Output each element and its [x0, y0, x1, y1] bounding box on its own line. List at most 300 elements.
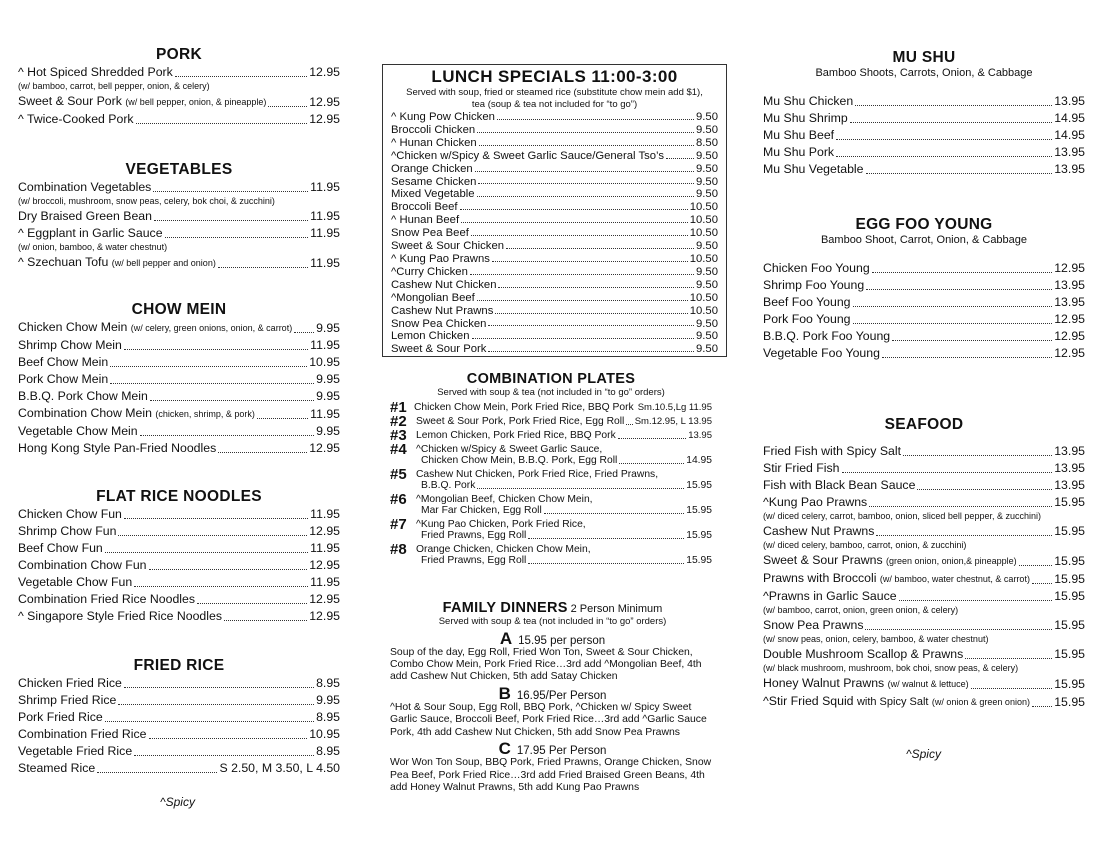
- item-name-text: Shrimp Fried Rice: [18, 693, 117, 707]
- menu-item: [391, 150, 718, 163]
- item-name: [763, 93, 853, 110]
- item-name-text: Beef Foo Young: [763, 295, 851, 309]
- plate-price: 15.95: [686, 480, 712, 491]
- item-price: 10.95: [309, 727, 340, 741]
- item-name-text: Mu Shu Beef: [763, 128, 835, 142]
- item-note: (w/ diced celery, carrot, bamboo, onion, sliced bell pepper, & zucchini): [763, 511, 1041, 521]
- combo-plate: [390, 401, 712, 414]
- vegetables-section: [18, 161, 340, 272]
- item-name: [18, 111, 134, 128]
- section-title: COMBINATION PLATES: [466, 371, 636, 387]
- menu-item: [391, 330, 718, 343]
- item-name-text: ^ Singapore Style Fried Rice Noodles: [18, 609, 222, 623]
- spicy-legend: ^Spicy: [906, 747, 941, 761]
- item-name-text: Beef Chow Mein: [18, 355, 109, 369]
- option-letter: B: [498, 683, 511, 703]
- item-name: [763, 277, 864, 294]
- section-title: FAMILY DINNERS: [442, 600, 568, 616]
- combo-plate: [390, 429, 712, 442]
- item-name-text: Combination Chow Fun: [18, 558, 147, 572]
- dot-leader: [495, 313, 687, 314]
- item-name-text: Snow Pea Prawns: [763, 618, 864, 632]
- dot-leader: [472, 338, 695, 339]
- item-price: 10.50: [689, 227, 718, 240]
- item-note: (w/ broccoli, mushroom, snow peas, celery, bok choi, & zucchini): [18, 196, 275, 206]
- item-price: 9.95: [316, 372, 340, 386]
- menu-item: [18, 64, 340, 81]
- item-price: 13.95: [1054, 145, 1085, 159]
- dot-leader: [165, 237, 309, 238]
- plate-desc-2: B.B.Q. Pork: [421, 480, 476, 491]
- plate-number: #6: [390, 491, 407, 508]
- item-name: [391, 188, 475, 201]
- item-price: 14.95: [1054, 128, 1085, 142]
- item-name: [763, 523, 874, 540]
- menu-item: [763, 477, 1085, 494]
- item-name: [18, 675, 122, 692]
- plate-desc: ^Chicken w/Spicy & Sweet Garlic Sauce,: [416, 444, 603, 455]
- dot-leader: [544, 513, 684, 514]
- menu-item: [391, 163, 718, 176]
- seafood-section: [763, 416, 1085, 711]
- mu-shu-section: [763, 49, 1085, 178]
- item-price: 15.95: [1054, 572, 1085, 586]
- item-name: [391, 266, 468, 279]
- item-price: 9.95: [316, 693, 340, 707]
- menu-item: [763, 443, 1085, 460]
- item-price: 12.95: [1054, 261, 1085, 275]
- dot-leader: [498, 287, 694, 288]
- lunch-specials-box: [382, 64, 727, 357]
- item-name-text: Steamed Rice: [18, 761, 96, 775]
- plates-list: [390, 401, 712, 567]
- item-name: [18, 440, 216, 457]
- menu-item: [18, 591, 340, 608]
- item-name: [18, 337, 122, 354]
- dot-leader: [1032, 583, 1052, 584]
- menu-item: [391, 253, 718, 266]
- item-price: 9.50: [696, 162, 718, 175]
- menu-item: [391, 124, 718, 137]
- item-note: (w/ bamboo, carrot, bell pepper, onion, & celery): [18, 81, 210, 91]
- dot-leader: [149, 569, 308, 570]
- dot-leader: [477, 196, 694, 197]
- item-inline-note: (w/ bamboo, water chestnut, & carrot): [879, 574, 1030, 584]
- item-name-text: Chicken Fried Rice: [18, 676, 122, 690]
- option-price: 15.95 per person: [518, 634, 606, 647]
- item-name: [391, 214, 459, 227]
- family-option-header: [390, 628, 715, 648]
- menu-item: [18, 557, 340, 574]
- item-name: [18, 760, 95, 777]
- item-name: [18, 709, 103, 726]
- item-price: 10.50: [689, 214, 718, 227]
- item-price: 15.95: [1054, 524, 1085, 538]
- item-name-text: Honey Walnut Prawns: [763, 676, 885, 690]
- item-name: [18, 354, 108, 371]
- menu-item: [18, 111, 340, 128]
- dot-leader: [850, 122, 1052, 123]
- combination-plates-section: [390, 371, 712, 568]
- menu-item: [18, 405, 340, 423]
- plate-number: #7: [390, 516, 407, 533]
- menu-item: [18, 523, 340, 540]
- dot-leader: [872, 272, 1053, 273]
- menu-item: [391, 292, 718, 305]
- family-option-header: [390, 683, 715, 703]
- section-subtitle: Served with soup & tea (not included in “to go” orders): [437, 387, 665, 398]
- item-name-text: ^ Eggplant in Garlic Sauce: [18, 226, 163, 240]
- item-price: 12.95: [309, 524, 340, 538]
- item-name-text: ^ Szechuan Tofu: [18, 255, 109, 269]
- option-description: Wor Won Ton Soup, BBQ Pork, Fried Prawns, Orange Chicken, Snow Pea Beef, Pork Fried Rice…3rd add Fried Braised Green Beans, 4th add Honey Walnut Prawns, 5th add Kung Pao Prawns: [390, 757, 712, 793]
- menu-item: [391, 227, 718, 240]
- item-name-text: Sweet & Sour Prawns: [763, 553, 883, 567]
- menu-item: [763, 460, 1085, 477]
- item-price: 15.95: [1054, 589, 1085, 603]
- item-inline-note: (w/ bell pepper and onion): [111, 258, 216, 268]
- item-name: [763, 646, 963, 663]
- item-name-text: Pork Foo Young: [763, 312, 851, 326]
- dot-leader: [154, 220, 308, 221]
- chow-mein-section: [18, 301, 340, 457]
- plate-desc-2: Mar Far Chicken, Egg Roll: [421, 505, 542, 516]
- dot-leader: [488, 351, 694, 352]
- item-inline-note: (w/ celery, green onions, onion, & carrot): [130, 323, 293, 333]
- menu-item: [18, 726, 340, 743]
- plate-desc: ^Kung Pao Chicken, Pork Fried Rice,: [416, 519, 586, 530]
- menu-item: [18, 440, 340, 457]
- dot-leader: [618, 438, 687, 439]
- item-price: 11.95: [310, 575, 340, 589]
- dot-leader: [110, 383, 314, 384]
- section-subtitle: Served with soup & tea (not included in “to go” orders): [438, 616, 667, 628]
- dot-leader: [105, 721, 314, 722]
- plate-number: #3: [390, 427, 407, 444]
- item-price: 13.95: [1054, 461, 1085, 475]
- family-dinners-section: [390, 602, 715, 794]
- item-price: 11.95: [310, 407, 340, 421]
- item-note: (w/ diced celery, bamboo, carrot, onion, & zucchini): [763, 540, 967, 550]
- item-name-text: Combination Fried Rice: [18, 727, 147, 741]
- dot-leader: [175, 76, 307, 77]
- dot-leader: [528, 563, 684, 564]
- lunch-title: LUNCH SPECIALS 11:00-3:00: [431, 67, 678, 86]
- item-price: 11.95: [310, 256, 340, 270]
- dot-leader: [294, 332, 314, 333]
- item-name-text: Broccoli Chicken: [391, 123, 476, 136]
- item-name: [391, 343, 486, 356]
- item-inline-note: (green onion, onion,& pineapple): [886, 556, 1017, 566]
- menu-item: [18, 354, 340, 371]
- item-name: [763, 494, 867, 511]
- menu-item: [763, 294, 1085, 311]
- plate-desc-2: Chicken Chow Mein, B.B.Q. Pork, Egg Roll: [421, 455, 618, 466]
- plate-desc: ^Mongolian Beef, Chicken Chow Mein,: [416, 494, 593, 505]
- item-inline-text: with Spicy Salt: [856, 696, 929, 708]
- item-name-text: Cashew Nut Prawns: [391, 304, 494, 317]
- item-name: [18, 254, 216, 272]
- item-price: 15.95: [1054, 618, 1085, 632]
- item-price: 12.95: [309, 95, 340, 109]
- menu-item: [391, 188, 718, 201]
- menu-item: [18, 506, 340, 523]
- plate-line: [390, 429, 712, 442]
- item-name-text: Dry Braised Green Bean: [18, 209, 152, 223]
- item-name: [391, 279, 496, 292]
- item-name: [763, 443, 901, 460]
- item-name-text: ^ Hunan Chicken: [391, 136, 477, 149]
- item-price: 13.95: [1054, 295, 1085, 309]
- family-option-header: [390, 738, 715, 758]
- combo-plate: [390, 443, 712, 467]
- item-price: 9.50: [696, 278, 718, 291]
- combo-plate: [390, 543, 712, 567]
- menu-item: [763, 570, 1085, 588]
- item-name: [391, 124, 475, 137]
- item-name-text: Combination Fried Rice Noodles: [18, 592, 196, 606]
- item-name-text: Broccoli Beef: [391, 201, 458, 214]
- dot-leader: [134, 586, 308, 587]
- plate-price: 15.95: [686, 530, 712, 541]
- item-name: [763, 144, 834, 161]
- item-inline-note: (chicken, shrimp, & pork): [155, 409, 255, 419]
- item-price: 12.95: [1054, 312, 1085, 326]
- item-name-text: ^Prawns in Garlic Sauce: [763, 589, 897, 603]
- item-price: 9.50: [696, 111, 718, 123]
- item-name: [391, 330, 470, 343]
- dot-leader: [971, 688, 1053, 689]
- item-name: [18, 743, 132, 760]
- item-name: [763, 477, 915, 494]
- item-inline-note: (w/ onion & green onion): [931, 697, 1030, 707]
- menu-item: [18, 179, 340, 196]
- dot-leader: [865, 629, 1052, 630]
- item-price: 12.95: [309, 65, 340, 79]
- plate-price: 14.95: [686, 455, 712, 466]
- item-name-text: Prawns with Broccoli: [763, 571, 877, 585]
- dot-leader: [619, 463, 684, 464]
- menu-item: [763, 588, 1085, 605]
- item-name: [18, 64, 173, 81]
- item-name-text: Beef Chow Fun: [18, 541, 103, 555]
- dot-leader: [842, 472, 1053, 473]
- option-letter: C: [498, 738, 511, 758]
- item-price: 9.50: [696, 317, 718, 330]
- dot-leader: [460, 209, 688, 210]
- section-title: FLAT RICE NOODLES: [96, 488, 262, 505]
- menu-list: [18, 179, 340, 272]
- item-name: [391, 176, 476, 189]
- dot-leader: [477, 488, 684, 489]
- dot-leader: [97, 772, 217, 773]
- menu-item: [18, 743, 340, 760]
- menu-item: [18, 574, 340, 591]
- dot-leader: [149, 738, 308, 739]
- item-inline-note: (w/ bell pepper, onion, & pineapple): [125, 97, 267, 107]
- item-price: 9.95: [316, 321, 340, 335]
- item-name: [391, 111, 495, 124]
- item-name-text: ^Chicken w/Spicy & Sweet Garlic Sauce/General Tso’s: [391, 149, 664, 162]
- item-name-text: Mu Shu Vegetable: [763, 162, 864, 176]
- section-title: EGG FOO YOUNG: [855, 216, 993, 233]
- spicy-legend: ^Spicy: [160, 795, 195, 809]
- item-price: 9.50: [696, 149, 718, 162]
- item-price: 9.50: [696, 123, 718, 136]
- dot-leader: [105, 552, 308, 553]
- item-name-text: Snow Pea Beef: [391, 227, 469, 240]
- option-letter: A: [499, 628, 513, 648]
- item-price: 15.95: [1054, 647, 1085, 661]
- dot-leader: [124, 349, 308, 350]
- item-name: [763, 161, 864, 178]
- plate-line: [390, 401, 712, 414]
- plate-number: #4: [390, 441, 407, 458]
- item-name: [18, 506, 122, 523]
- item-price: 11.95: [310, 209, 340, 223]
- item-name-text: ^ Hunan Beef: [391, 214, 460, 227]
- menu-item: [763, 260, 1085, 277]
- dot-leader: [153, 191, 308, 192]
- plate-desc: Chicken Chow Mein, Pork Fried Rice, BBQ Pork: [413, 402, 634, 413]
- item-price: 9.50: [696, 330, 718, 343]
- item-name-text: ^ Twice-Cooked Pork: [18, 112, 134, 126]
- item-name: [18, 319, 292, 337]
- menu-item: [18, 225, 340, 242]
- item-name: [763, 345, 880, 362]
- item-price: 15.95: [1054, 695, 1085, 709]
- item-price: 11.95: [310, 541, 340, 555]
- item-name-text: Mu Shu Chicken: [763, 94, 854, 108]
- menu-item: [18, 423, 340, 440]
- menu-item: [391, 266, 718, 279]
- dot-leader: [965, 658, 1052, 659]
- item-price: 11.95: [310, 180, 340, 194]
- item-name-text: ^Mongolian Beef: [391, 291, 475, 304]
- item-name: [763, 328, 890, 345]
- item-inline-note: (w/ walnut & lettuce): [887, 679, 969, 689]
- item-price: 11.95: [310, 338, 340, 352]
- menu-item: [763, 646, 1085, 663]
- dot-leader: [197, 603, 307, 604]
- item-name-text: Mu Shu Pork: [763, 145, 835, 159]
- dot-leader: [461, 222, 688, 223]
- dot-leader: [876, 535, 1052, 536]
- lunch-subtitle-1: Served with soup, fried or steamed rice (substitute chow mein add $1),: [406, 87, 703, 98]
- item-name: [18, 726, 147, 743]
- item-name-text: ^ Kung Pow Chicken: [391, 111, 495, 123]
- item-name: [763, 675, 969, 693]
- menu-item: [18, 208, 340, 225]
- item-name-text: Vegetable Chow Mein: [18, 424, 138, 438]
- option-price: 17.95 Per Person: [516, 744, 607, 757]
- item-name: [763, 311, 851, 328]
- menu-item: [18, 319, 340, 337]
- item-name-text: Snow Pea Chicken: [391, 317, 487, 330]
- item-name: [763, 570, 1030, 588]
- item-name: [391, 253, 490, 266]
- item-price: 9.50: [696, 240, 718, 253]
- item-name: [391, 318, 486, 331]
- menu-item: [763, 144, 1085, 161]
- item-name-text: Lemon Chicken: [391, 330, 470, 343]
- menu-item: [763, 127, 1085, 144]
- fried-rice-section: [18, 657, 340, 777]
- item-name-text: Shrimp Foo Young: [763, 278, 865, 292]
- item-name-text: Shrimp Chow Fun: [18, 524, 117, 538]
- item-name: [18, 557, 147, 574]
- item-price: 11.95: [310, 507, 340, 521]
- menu-item: [763, 693, 1085, 711]
- item-price: 8.95: [316, 710, 340, 724]
- dot-leader: [1019, 565, 1053, 566]
- menu-item: [763, 93, 1085, 110]
- plate-number: #5: [390, 466, 407, 483]
- item-price: 14.95: [1054, 111, 1085, 125]
- item-name-text: Pork Chow Mein: [18, 372, 109, 386]
- item-name: [18, 225, 163, 242]
- item-name-text: ^ Hot Spiced Shredded Pork: [18, 65, 173, 79]
- item-name-text: Cashew Nut Prawns: [763, 524, 875, 538]
- plate-desc-2: Fried Prawns, Egg Roll: [421, 530, 527, 541]
- item-price: 12.95: [309, 441, 340, 455]
- item-note: (w/ onion, bamboo, & water chestnut): [18, 242, 168, 252]
- item-name-text: Sesame Chicken: [391, 175, 477, 188]
- menu-list: [18, 319, 340, 457]
- item-name-text: Shrimp Chow Mein: [18, 338, 122, 352]
- menu-item: [763, 311, 1085, 328]
- item-name-text: Chicken Foo Young: [763, 261, 870, 275]
- section-title: PORK: [156, 46, 202, 63]
- item-name: [18, 388, 148, 405]
- item-name: [18, 93, 266, 111]
- dot-leader: [892, 340, 1052, 341]
- item-price: 13.95: [1054, 444, 1085, 458]
- item-name: [18, 208, 152, 225]
- egg-foo-young-section: [763, 216, 1085, 362]
- section-title: VEGETABLES: [125, 161, 233, 178]
- dot-leader: [492, 261, 688, 262]
- item-price: 9.50: [696, 265, 718, 278]
- combo-plate: [390, 415, 712, 428]
- plate-desc-2: Fried Prawns, Egg Roll: [421, 555, 527, 566]
- item-name: [763, 617, 863, 634]
- item-name-text: B.B.Q. Pork Foo Young: [763, 329, 891, 343]
- menu-item: [763, 277, 1085, 294]
- menu-item: [763, 328, 1085, 345]
- menu-item: [763, 675, 1085, 693]
- dot-leader: [118, 704, 314, 705]
- minimum-note: 2 Person Minimum: [570, 603, 663, 615]
- combo-plate: [390, 493, 712, 517]
- plate-price: 15.95: [686, 505, 712, 516]
- item-name-text: Orange Chicken: [391, 162, 473, 175]
- combo-plate: [390, 468, 712, 492]
- dot-leader: [218, 452, 307, 453]
- item-name: [763, 460, 840, 477]
- flat-rice-noodles-section: [18, 488, 340, 625]
- item-name-text: Chicken Chow Fun: [18, 507, 122, 521]
- menu-item: [391, 305, 718, 318]
- dot-leader: [853, 306, 1053, 307]
- menu-item: [763, 494, 1085, 511]
- item-price: 10.95: [309, 355, 340, 369]
- item-name: [18, 692, 116, 709]
- dot-leader: [497, 119, 694, 120]
- section-subtitle: Bamboo Shoot, Carrot, Onion, & Cabbage: [820, 234, 1028, 246]
- item-name: [18, 540, 103, 557]
- item-price: 10.50: [689, 304, 718, 317]
